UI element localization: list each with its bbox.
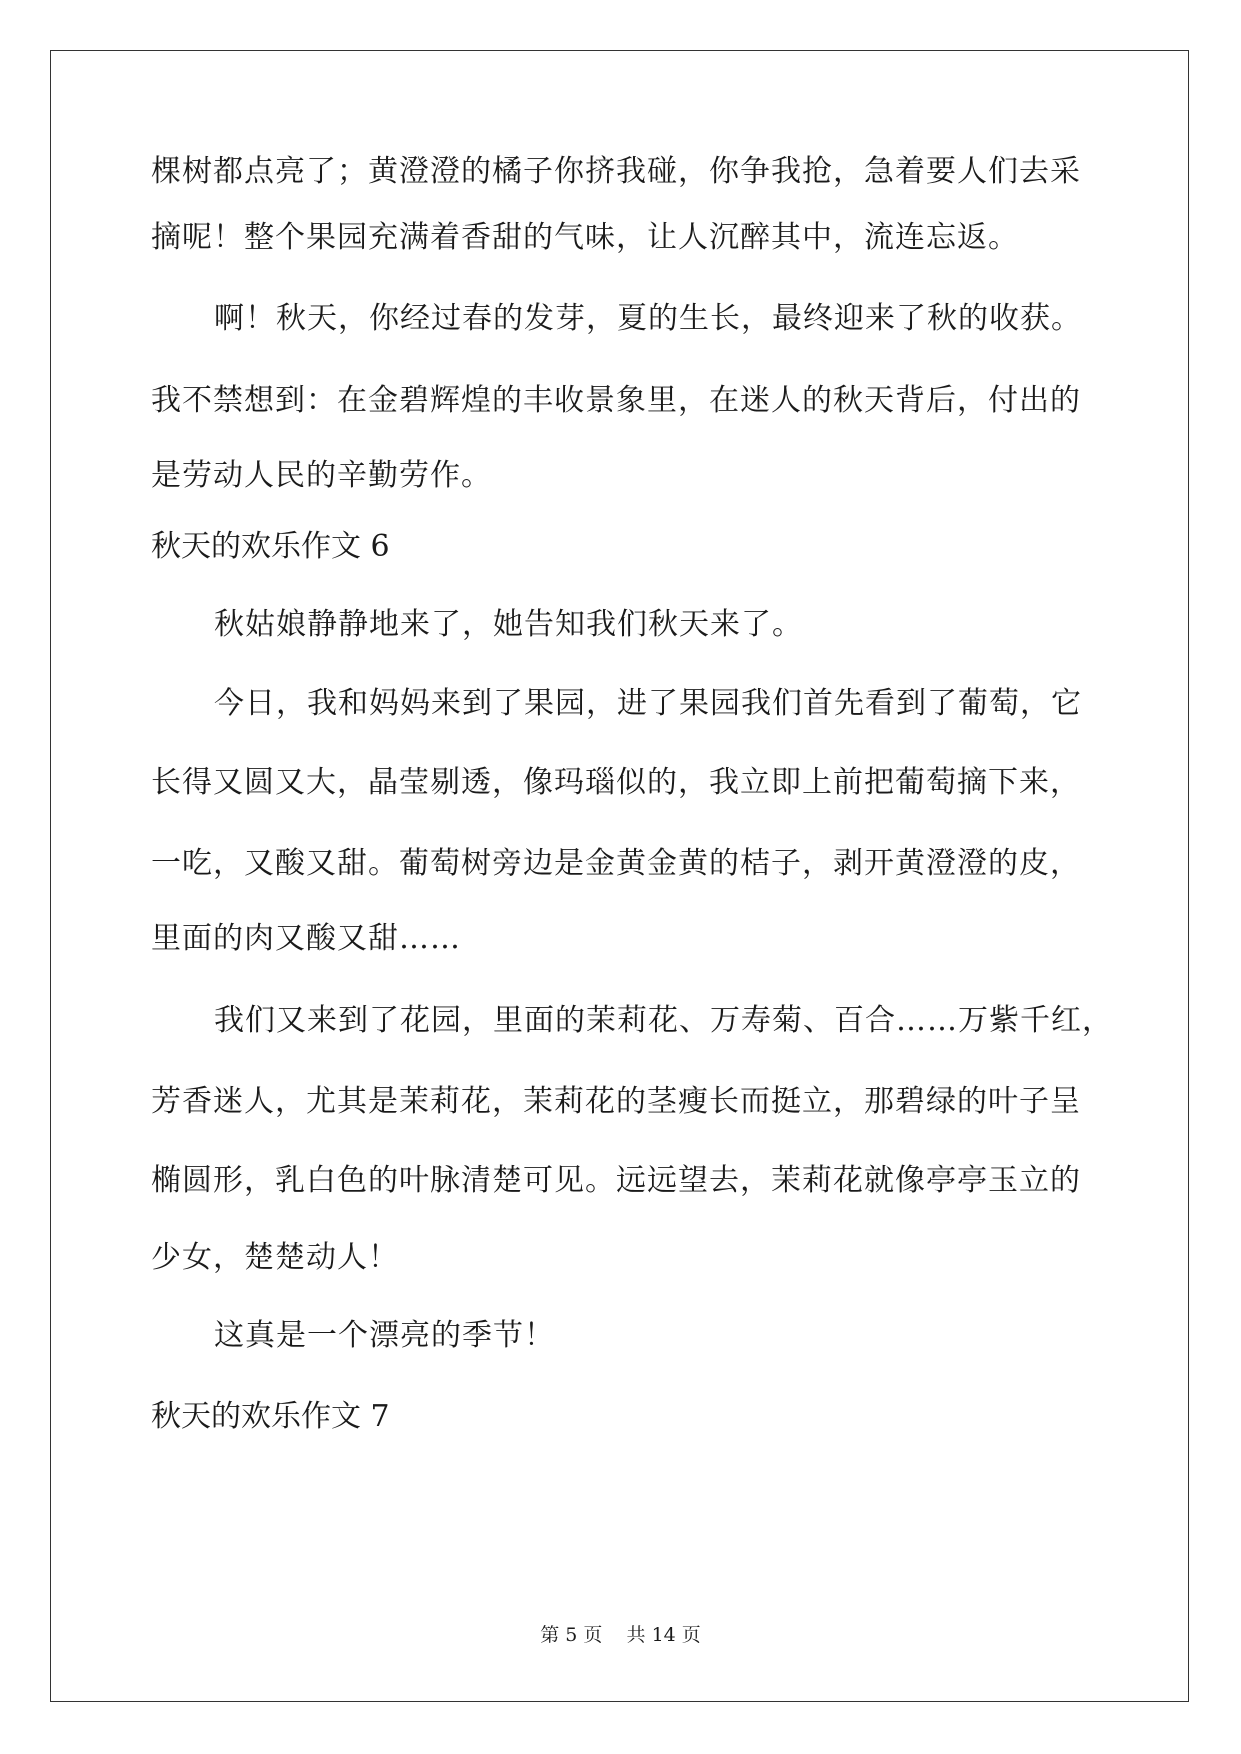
text-line: 一吃，又酸又甜。葡萄树旁边是金黄金黄的桔子，剥开黄澄澄的皮，: [151, 846, 1081, 881]
text-line: 是劳动人民的辛勤劳作。: [151, 458, 492, 493]
text-line: 摘呢！整个果园充满着香甜的气味，让人沉醉其中，流连忘返。: [151, 220, 1019, 255]
text-line: 芳香迷人，尤其是茉莉花，茉莉花的茎瘦长而挺立，那碧绿的叶子呈: [151, 1084, 1081, 1119]
text-line: 棵树都点亮了；黄澄澄的橘子你挤我碰，你争我抢，急着要人们去采: [151, 154, 1081, 189]
text-line: 椭圆形，乳白色的叶脉清楚可见。远远望去，茉莉花就像亭亭玉立的: [151, 1163, 1081, 1198]
text-line: 我不禁想到：在金碧辉煌的丰收景象里，在迷人的秋天背后，付出的: [151, 383, 1081, 418]
text-line: 少女，楚楚动人！: [151, 1240, 399, 1275]
section-heading: 秋天的欢乐作文 7: [151, 1399, 390, 1434]
text-line: 我们又来到了花园，里面的茉莉花、万寿菊、百合……万紫千红，: [214, 1003, 1113, 1038]
section-heading: 秋天的欢乐作文 6: [151, 529, 390, 564]
text-line: 啊！秋天，你经过春的发芽，夏的生长，最终迎来了秋的收获。: [214, 301, 1082, 336]
text-line: 今日，我和妈妈来到了果园，进了果园我们首先看到了葡萄，它: [214, 686, 1082, 721]
text-line: 长得又圆又大，晶莹剔透，像玛瑙似的，我立即上前把葡萄摘下来，: [151, 765, 1081, 800]
text-line: 这真是一个漂亮的季节！: [214, 1318, 555, 1353]
text-line: 里面的肉又酸又甜……: [151, 921, 461, 956]
text-line: 秋姑娘静静地来了，她告知我们秋天来了。: [214, 607, 803, 642]
page-number: 第 5 页 共 14 页: [540, 1624, 701, 1646]
